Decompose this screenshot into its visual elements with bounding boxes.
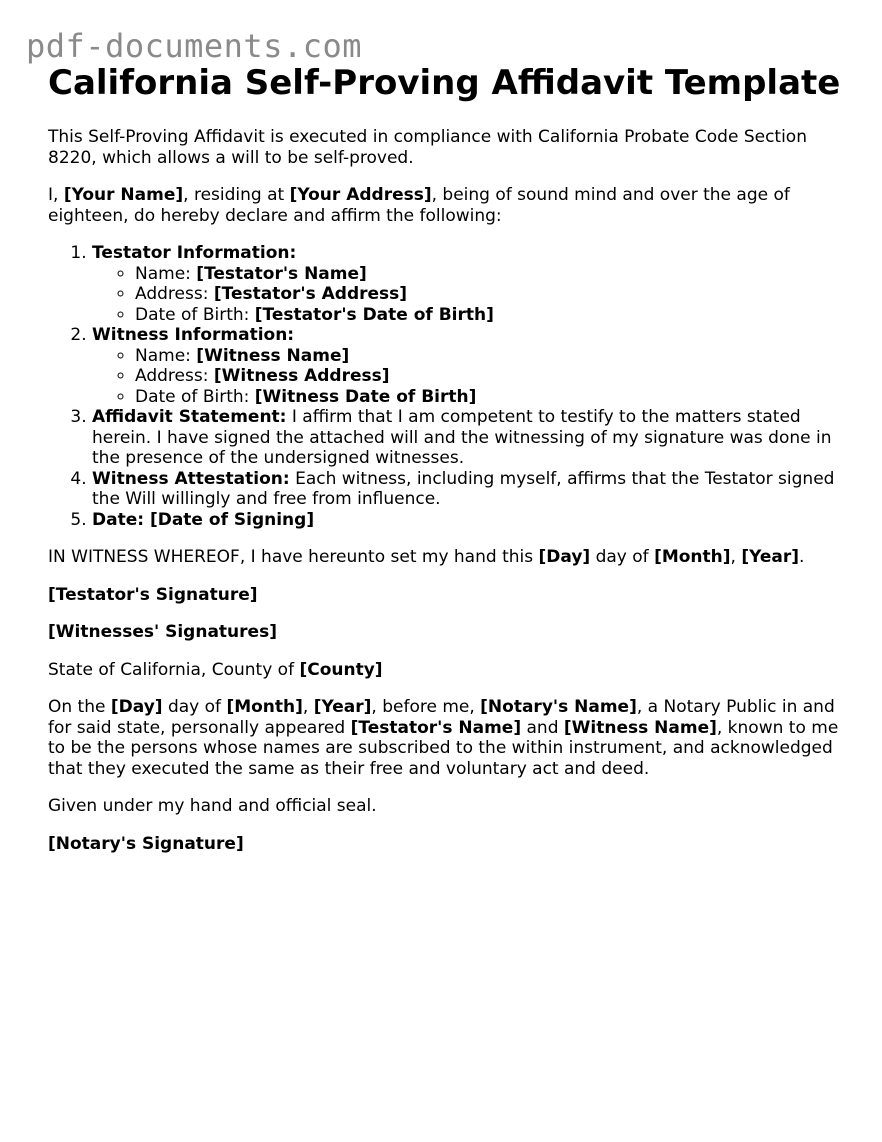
list-item-date: 5. Date: [Date of Signing] (92, 510, 848, 531)
testator-signature-line: [Testator's Signature] (48, 584, 258, 605)
watermark: pdf-documents.com (26, 27, 363, 65)
sublist-item: ◦ Address: [Witness Address] (135, 366, 848, 387)
state-county-line: State of California, County of [County] (48, 659, 383, 680)
notary-paragraph: On the [Day] day of [Month], [Year], before me, [Notary's Name], a Notary Public in and for said state, personally appeared [Testator's Name] and [Witness Name], known to me to be the persons whose names are subscribed to the within instrument, and acknowledged that they executed the same as their free and voluntary act and deed. (48, 697, 839, 779)
sublist-item: ◦ Name: [Witness Name] (135, 346, 848, 367)
list-item-affidavit: 3. Affidavit Statement: I affirm that I am competent to testify to the matters stated herein. I have signed the attached will and the witnessing of my signature was done in the presence of the undersigned witnesses. (92, 407, 848, 469)
affidavit-list (48, 243, 848, 530)
your-address-placeholder: [Your Address] (289, 185, 432, 205)
sublist-item: ◦ Date of Birth: [Testator's Date of Birth] (135, 305, 848, 326)
page-title: California Self-Proving Affidavit Template (48, 63, 841, 103)
witnesses-signatures-line: [Witnesses' Signatures] (48, 622, 277, 642)
witness-sublist (92, 346, 848, 408)
intro-paragraph: This Self-Proving Affidavit is executed in compliance with California Probate Code Section 8220, which allows a will to be self-proved. (48, 127, 807, 168)
notary-signature-line: [Notary's Signature] (48, 833, 244, 854)
your-name-placeholder: [Your Name] (63, 185, 184, 205)
list-item-witness (92, 325, 848, 407)
sublist-item: ◦ Date of Birth: [Witness Date of Birth] (135, 387, 848, 408)
testator-sublist (92, 264, 848, 326)
list-item-testator (92, 243, 848, 325)
testator-heading: Testator Information: (92, 243, 297, 263)
declaration-paragraph: I, [Your Name], residing at [Your Address], being of sound mind and over the age of eighteen, do hereby declare and affirm the following: (48, 185, 790, 226)
list-item-attestation: 4. Witness Attestation: Each witness, including myself, affirms that the Testator signed the Will willingly and free from influence. (92, 469, 848, 510)
seal-paragraph: Given under my hand and official seal. (48, 796, 377, 816)
sublist-item: ◦ Name: [Testator's Name] (135, 264, 848, 285)
whereof-paragraph: IN WITNESS WHEREOF, I have hereunto set my hand this [Day] day of [Month], [Year]. (48, 547, 805, 567)
sublist-item: ◦ Address: [Testator's Address] (135, 284, 848, 305)
document-body (48, 62, 848, 871)
witness-heading: Witness Information: (92, 325, 295, 345)
